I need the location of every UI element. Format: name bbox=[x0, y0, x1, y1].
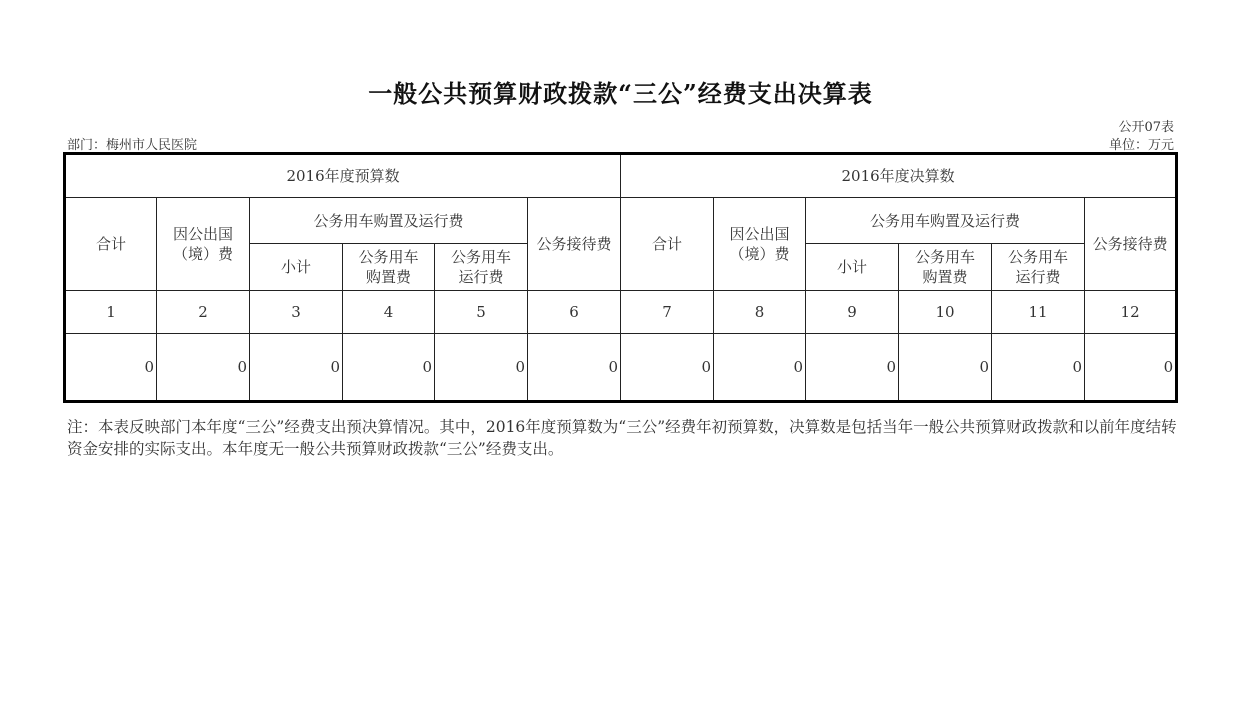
group-header-final: 2016年度决算数 bbox=[621, 154, 1177, 198]
value-cell: 0 bbox=[621, 334, 714, 402]
table-code: 公开07表 bbox=[1118, 120, 1174, 135]
footnote: 注：本表反映部门本年度“三公”经费支出预决算情况。其中，2016年度预算数为“三公”经费年初预算数，决算数是包括当年一般公共预算财政拨款和以前年度结转资金安排的实际支出。本年度无一般公共预算财政拨款“三公”经费支出。 bbox=[67, 418, 1177, 458]
value-cell: 0 bbox=[992, 334, 1085, 402]
value-cell: 0 bbox=[714, 334, 806, 402]
table-row bbox=[65, 334, 1177, 402]
header-total: 合计 bbox=[621, 198, 714, 291]
group-header-budget: 2016年度预算数 bbox=[65, 154, 621, 198]
value-cell: 0 bbox=[343, 334, 435, 402]
value-cell: 0 bbox=[806, 334, 899, 402]
column-number: 3 bbox=[250, 291, 343, 334]
header-running: 公务用车运行费 bbox=[435, 244, 528, 291]
column-number: 12 bbox=[1085, 291, 1177, 334]
column-number: 6 bbox=[528, 291, 621, 334]
value-cell: 0 bbox=[157, 334, 250, 402]
unit-label: 单位：万元 bbox=[1108, 138, 1174, 153]
header-purchase: 公务用车购置费 bbox=[899, 244, 992, 291]
header-purchase: 公务用车购置费 bbox=[343, 244, 435, 291]
header-vehicle: 公务用车购置及运行费 bbox=[806, 198, 1085, 244]
header-vehicle: 公务用车购置及运行费 bbox=[250, 198, 528, 244]
column-number-row bbox=[65, 291, 1177, 334]
header-abroad: 因公出国（境）费 bbox=[714, 198, 806, 291]
column-number: 5 bbox=[435, 291, 528, 334]
value-cell: 0 bbox=[435, 334, 528, 402]
column-number: 7 bbox=[621, 291, 714, 334]
column-number: 8 bbox=[714, 291, 806, 334]
column-number: 11 bbox=[992, 291, 1085, 334]
column-number: 4 bbox=[343, 291, 435, 334]
value-cell: 0 bbox=[1085, 334, 1177, 402]
value-cell: 0 bbox=[65, 334, 157, 402]
header-reception: 公务接待费 bbox=[1085, 198, 1177, 291]
column-number: 1 bbox=[65, 291, 157, 334]
column-number: 9 bbox=[806, 291, 899, 334]
value-cell: 0 bbox=[250, 334, 343, 402]
header-subtotal: 小计 bbox=[806, 244, 899, 291]
value-cell: 0 bbox=[899, 334, 992, 402]
header-abroad: 因公出国（境）费 bbox=[157, 198, 250, 291]
header-running: 公务用车运行费 bbox=[992, 244, 1085, 291]
column-number: 10 bbox=[899, 291, 992, 334]
header-total: 合计 bbox=[65, 198, 157, 291]
header-subtotal: 小计 bbox=[250, 244, 343, 291]
column-number: 2 bbox=[157, 291, 250, 334]
value-cell: 0 bbox=[528, 334, 621, 402]
header-reception: 公务接待费 bbox=[528, 198, 621, 291]
page-title: 一般公共预算财政拨款“三公”经费支出决算表 bbox=[368, 79, 873, 108]
expense-table bbox=[63, 152, 1178, 403]
department-label: 部门：梅州市人民医院 bbox=[67, 138, 198, 153]
